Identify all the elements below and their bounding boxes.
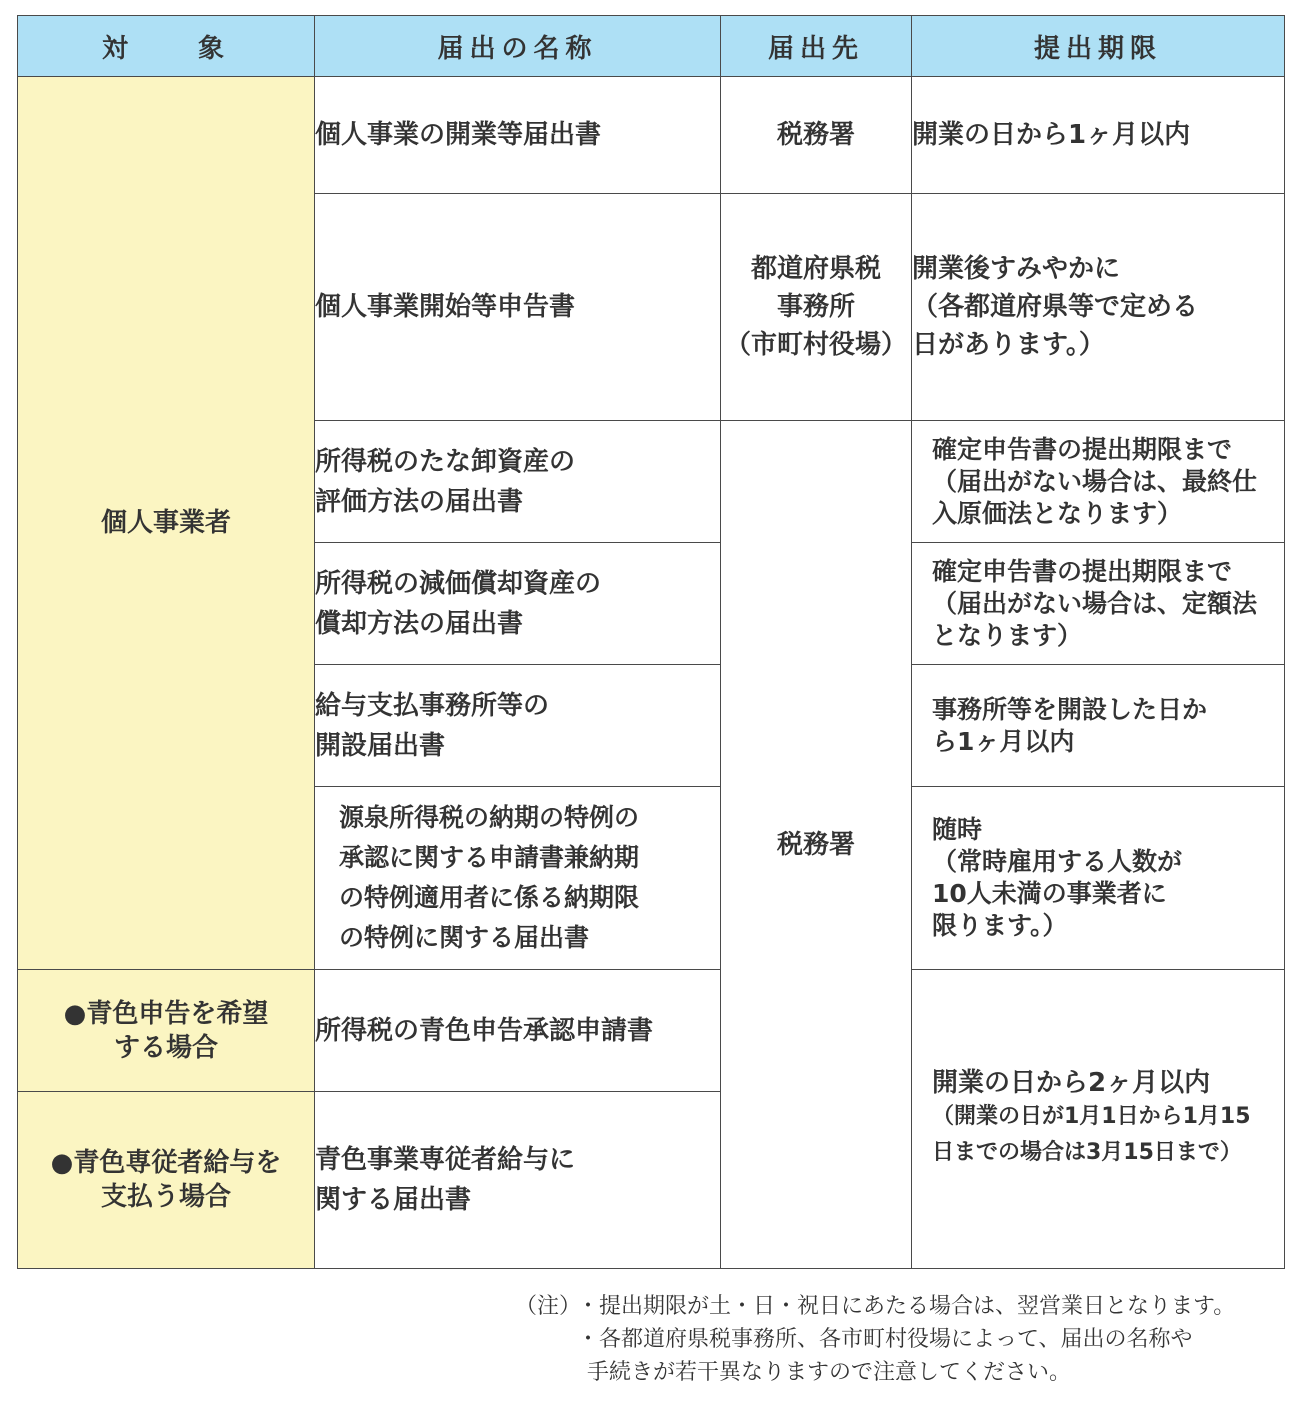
footnote-line: ・各都道府県税事務所、各市町村役場によって、届出の名称や	[577, 1327, 1193, 1352]
deadline-line: ら1ヶ月以内	[932, 726, 1075, 756]
office-cell	[721, 77, 912, 194]
form-name	[315, 421, 721, 543]
footnote-text: ・提出期限が土・日・祝日にあたる場合は、翌営業日となります。	[577, 1294, 1236, 1319]
target-line: する場合	[113, 1032, 218, 1063]
form-name	[315, 787, 721, 970]
office-line: （市町村役場）	[724, 330, 907, 360]
deadline-cell	[912, 787, 1285, 970]
form-name-line: 評価方法の届出書	[315, 486, 524, 517]
footnote-line: 手続きが若干異なりますので注意してください。	[587, 1360, 1072, 1385]
target-line: ●青色専従者給与を	[50, 1148, 282, 1178]
form-name	[315, 1092, 721, 1269]
deadline-cell	[912, 77, 1285, 194]
target-blue-return	[18, 970, 315, 1092]
office-line: 都道府県税	[750, 254, 881, 284]
office-cell	[721, 194, 912, 421]
form-name	[315, 77, 721, 194]
deadline-line: 開業の日から2ヶ月以内	[932, 1068, 1211, 1098]
deadline-cell	[912, 543, 1285, 665]
form-name-line: の特例に関する届出書	[339, 923, 590, 952]
target-family-salary	[18, 1092, 315, 1269]
form-name	[315, 194, 721, 421]
deadline-line: 開業の日から1ヶ月以内	[912, 120, 1191, 150]
target-line: 支払う場合	[100, 1182, 231, 1212]
form-name	[315, 543, 721, 665]
target-line: ●青色申告を希望	[63, 998, 269, 1029]
form-name-line: 源泉所得税の納期の特例の	[339, 803, 640, 832]
footnote-line	[515, 1290, 1235, 1323]
deadline-line: となります）	[932, 620, 1083, 650]
deadline-line: （各都道府県等で定める	[912, 292, 1199, 322]
target-individual: 個人事業者	[18, 77, 315, 970]
table-row	[18, 77, 1285, 194]
office-line: 税務署	[776, 120, 855, 150]
form-name	[315, 970, 721, 1092]
form-name-line: 個人事業開始等申告書	[315, 292, 576, 322]
form-name-line: 青色事業専従者給与に	[315, 1145, 576, 1175]
deadline-line: （届出がない場合は、最終仕	[932, 466, 1258, 496]
header-target: 対 象	[18, 16, 315, 77]
form-name-line: 所得税の減価償却資産の	[315, 568, 602, 599]
table-row	[18, 970, 1285, 1092]
deadline-blue-merged	[912, 970, 1285, 1269]
form-name-line: 開設届出書	[315, 730, 446, 761]
footnote-label: （注）	[515, 1294, 582, 1319]
deadline-line: （開業の日が1月1日から1月15	[932, 1104, 1251, 1129]
form-name-line: 所得税のたな卸資産の	[315, 446, 576, 477]
deadline-line: 入原価法となります）	[932, 498, 1183, 528]
deadline-line: 随時	[932, 815, 983, 844]
deadline-cell	[912, 194, 1285, 421]
form-name-line: 給与支払事務所等の	[315, 690, 550, 721]
form-name-line: 所得税の青色申告承認申請書	[315, 1015, 654, 1046]
form-name-line: 関する届出書	[315, 1185, 472, 1215]
office-line: 事務所	[776, 292, 855, 322]
deadline-line: 確定申告書の提出期限まで	[932, 434, 1233, 464]
deadline-line: （届出がない場合は、定額法	[932, 588, 1258, 618]
deadline-cell	[912, 665, 1285, 787]
deadline-cell	[912, 421, 1285, 543]
filing-table	[17, 15, 1285, 1269]
form-name-line: の特例適用者に係る納期限	[339, 883, 640, 912]
form-name-line: 個人事業の開業等届出書	[315, 120, 602, 150]
deadline-line: （常時雇用する人数が	[932, 847, 1183, 876]
deadline-line: 日までの場合は3月15日まで）	[932, 1140, 1242, 1165]
deadline-line: 開業後すみやかに	[912, 254, 1121, 284]
deadline-line: 事務所等を開設した日か	[932, 694, 1208, 724]
header-row	[18, 16, 1285, 77]
header-office: 届出先	[721, 16, 912, 77]
form-name-line: 償却方法の届出書	[315, 608, 524, 639]
footnote	[515, 1290, 1235, 1389]
form-name	[315, 665, 721, 787]
deadline-line: 確定申告書の提出期限まで	[932, 556, 1233, 586]
deadline-line: 日があります。）	[912, 330, 1105, 360]
header-name: 届出の名称	[315, 16, 721, 77]
form-name-line: 承認に関する申請書兼納期	[339, 843, 640, 872]
deadline-line: 10人未満の事業者に	[932, 879, 1167, 908]
office-tax-merged: 税務署	[721, 421, 912, 1269]
header-deadline: 提出期限	[912, 16, 1285, 77]
deadline-line: 限ります。）	[932, 911, 1068, 940]
